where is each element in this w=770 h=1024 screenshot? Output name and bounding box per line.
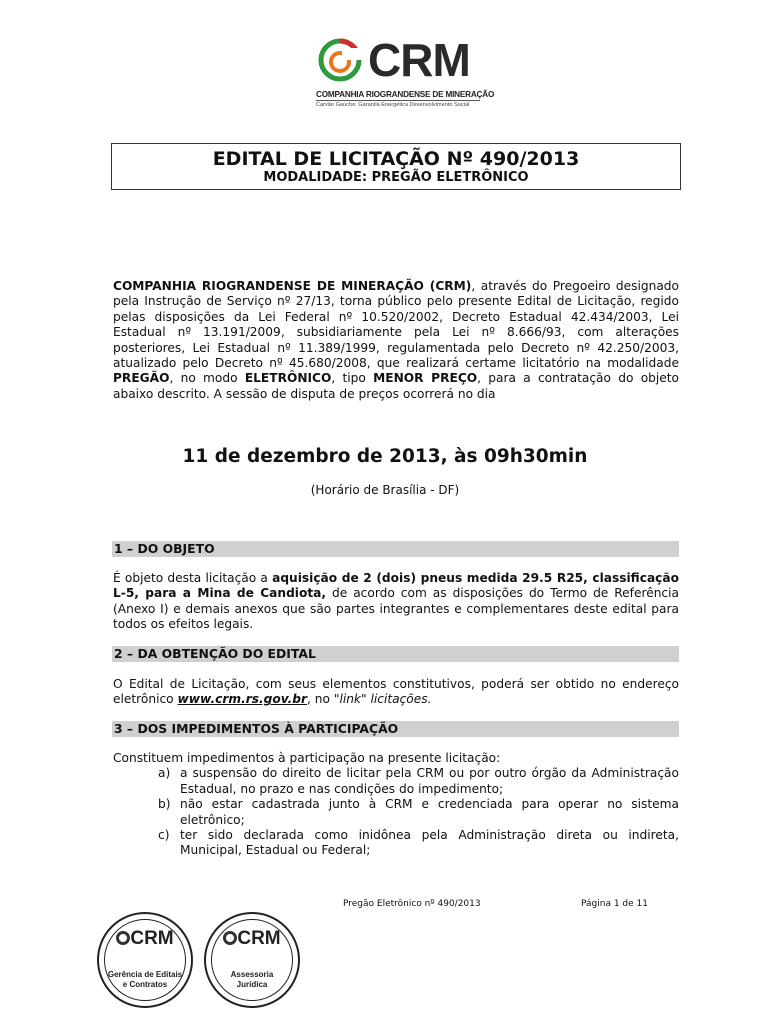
- intro-type: MENOR PREÇO: [373, 371, 478, 386]
- logo-company-name: COMPANHIA RIOGRANDENSE DE MINERAÇÃO: [316, 90, 495, 99]
- obtencao-text-2: , no ": [307, 692, 340, 707]
- stamp-logo: [206, 928, 298, 950]
- footer-page-number: Página 1 de 11: [581, 899, 648, 909]
- crm-emblem-icon: [318, 38, 362, 82]
- stamp-assessoria-juridica: [204, 912, 300, 1008]
- title-box: [111, 143, 681, 190]
- intro-text-4: , para a contratação do objeto abaixo descrito. A sessão de disputa de preços ocorrerá no dia: [113, 371, 680, 401]
- intro-mode: ELETRÔNICO: [244, 371, 332, 386]
- list-marker: c): [158, 828, 170, 843]
- objeto-bold: aquisição de 2 (dois) pneus medida 29.5 R25, classificação L-5, para a Mina de Candiota,: [113, 571, 679, 601]
- stamp-logo: [99, 928, 191, 950]
- list-marker: b): [158, 797, 171, 812]
- list-item: [113, 797, 679, 828]
- list-item-text: a suspensão do direito de licitar pela CRM ou por outro órgão da Administração Estadual, no prazo e nas condições do impedimento;: [180, 766, 679, 796]
- stamp-emblem-icon: [116, 931, 130, 945]
- list-marker: a): [158, 766, 171, 781]
- session-timezone: (Horário de Brasília - DF): [310, 483, 460, 497]
- objeto-text-1: É objeto desta licitação a: [113, 571, 273, 585]
- stamp-label: [99, 970, 191, 990]
- document-modality: MODALIDADE: PREGÃO ELETRÔNICO: [263, 170, 529, 185]
- list-item-text: ter sido declarada como inidônea pela Administração direta ou indireta, Municipal, Estadual ou Federal;: [180, 828, 679, 858]
- stamp-logo-text: CRM: [237, 928, 281, 949]
- session-date: 11 de dezembro de 2013, às 09h30min: [182, 446, 588, 467]
- stamp-label-line1: Assessoria: [230, 970, 274, 979]
- obtencao-text-3: " licitações.: [361, 692, 432, 707]
- website-link[interactable]: www.crm.rs.gov.br: [177, 692, 308, 707]
- intro-text-2: , no modo: [169, 371, 245, 386]
- objeto-text-2: de acordo com as disposições do Termo de Referência (Anexo I) e demais anexos que são partes integrantes e complementares deste edital para todos os efeitos legais.: [113, 586, 679, 632]
- impedimentos-list: [113, 751, 679, 859]
- stamp-editais-contratos: [97, 912, 193, 1008]
- stamp-label: [206, 970, 298, 990]
- stamp-emblem-icon: [223, 931, 237, 945]
- intro-paragraph: [113, 279, 679, 402]
- section-heading-objeto: 1 – DO OBJETO: [112, 541, 679, 557]
- obtencao-text-1: O Edital de Licitação, com seus elementos constitutivos, poderá ser obtido no endereço eletrônico: [113, 677, 679, 707]
- impedimentos-intro: Constituem impedimentos à participação na presente licitação:: [113, 751, 501, 765]
- stamp-label-line2: Jurídica: [236, 980, 268, 989]
- stamp-logo-text: CRM: [130, 928, 174, 949]
- intro-text-3: , tipo: [331, 371, 374, 386]
- logo-wordmark: CRM: [368, 34, 470, 86]
- intro-text-1: , através do Pregoeiro designado pela Instrução de Serviço nº 27/13, torna público pelo presente Edital de Licitação, regido pelas disposições da Lei Federal nº 10.520/2002, Decreto Estadual 42.434/2003, Lei Estadual nº 13.191/2009, subsidiariamente pela Lei nº 8.666/93, com alterações posteriores, Lei Estadual nº 11.389/1999, regulamentada pelo Decreto nº 42.250/2003, atualizado pelo Decreto nº 45.680/2008, que realizará certame licitatório na modalidade: [113, 279, 679, 371]
- document-title: EDITAL DE LICITAÇÃO Nº 490/2013: [212, 148, 580, 170]
- logo-divider: [316, 100, 480, 101]
- section-heading-obtencao: 2 – DA OBTENÇÃO DO EDITAL: [112, 646, 679, 662]
- list-item-text: não estar cadastrada junto à CRM e credenciada para operar no sistema eletrônico;: [180, 797, 679, 827]
- footer-document: Pregão Eletrônico nº 490/2013: [343, 899, 481, 909]
- list-item: [113, 828, 679, 859]
- section-objeto-text: [113, 571, 679, 633]
- section-heading-impedimentos: 3 – DOS IMPEDIMENTOS À PARTICIPAÇÃO: [112, 721, 679, 737]
- stamp-label-line1: Gerência de Editais: [107, 970, 183, 979]
- list-item: [113, 766, 679, 797]
- obtencao-link-word: link: [339, 692, 361, 707]
- crm-logo: [316, 34, 495, 114]
- intro-modality: PREGÃO: [113, 371, 170, 386]
- company-name: COMPANHIA RIOGRANDENSE DE MINERAÇÃO (CRM): [113, 279, 472, 293]
- stamp-label-line2: e Contratos: [122, 980, 168, 989]
- section-obtencao-text: [113, 677, 679, 708]
- logo-tagline: Carvão Gaúcho: Garantia Energética Desenvolvimento Social: [316, 102, 470, 108]
